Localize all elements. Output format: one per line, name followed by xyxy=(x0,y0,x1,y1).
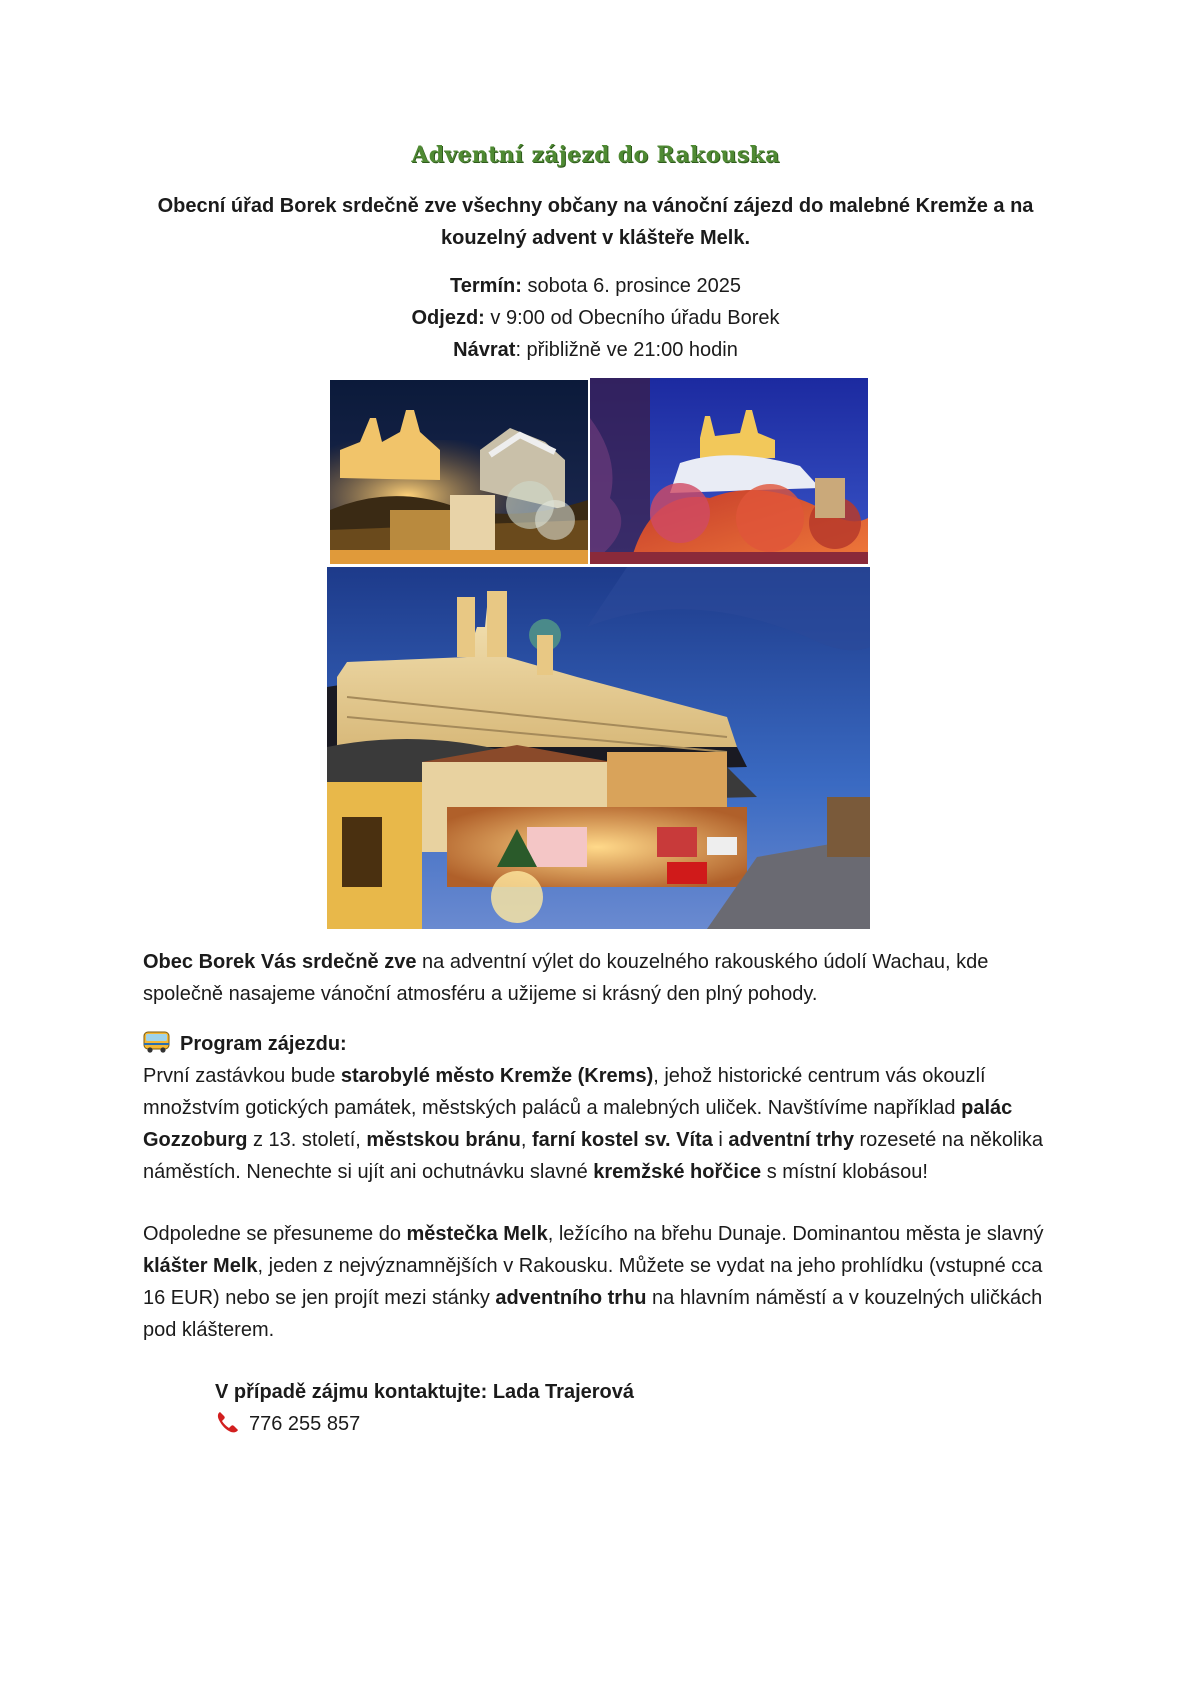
photo-melk-christmas-market xyxy=(327,567,870,929)
p1-run-1: starobylé město Kremže (Krems) xyxy=(340,1065,654,1087)
invitation-text: na adventní výlet do kouzelného rakouského údolí Wachau, kde společně nasajeme vánoční atmosféru a užijeme si krásný den plný pohody. xyxy=(143,951,989,1005)
p1-run-0: První zastávkou bude xyxy=(143,1065,341,1087)
p1-run-12: s místní klobásou! xyxy=(761,1161,928,1183)
date-value: sobota 6. prosince 2025 xyxy=(521,275,741,297)
trip-details xyxy=(0,270,1191,366)
intro-paragraph: Obecní úřad Borek srdečně zve všechny občany na vánoční zájezd do malebné Kremže a na kouzelný advent v klášteře Melk. xyxy=(157,195,1034,249)
departure-label: Odjezd: xyxy=(411,307,485,329)
program-paragraph-melk xyxy=(143,1218,1053,1346)
p1-run-10: rozeseté na několika náměstích. Nenechte si ujít ani ochutnávku slavné xyxy=(143,1129,1043,1183)
p1-run-7: farní kostel sv. Víta xyxy=(532,1129,713,1151)
program-heading-text: Program zájezdu: xyxy=(180,1033,347,1055)
p1-run-3: palác Gozzoburg xyxy=(143,1097,1013,1151)
p1-run-11: kremžské hořčice xyxy=(593,1161,762,1183)
p1-run-4: z 13. století, xyxy=(247,1129,367,1151)
phone-line xyxy=(215,1408,360,1440)
p1-run-5: městskou bránu xyxy=(366,1129,521,1151)
program-heading xyxy=(143,1028,347,1060)
phone-number: 776 255 857 xyxy=(249,1413,361,1435)
p2-run-3: klášter Melk xyxy=(143,1255,258,1277)
return-value: : přibližně ve 21:00 hodin xyxy=(515,339,738,361)
departure-value: v 9:00 od Obecního úřadu Borek xyxy=(484,307,780,329)
return-line xyxy=(0,334,1191,366)
p2-run-1: městečka Melk xyxy=(406,1223,548,1245)
photo-melk-illuminated-trees xyxy=(590,378,868,564)
date-label: Termín: xyxy=(450,275,522,297)
return-label: Návrat xyxy=(453,339,516,361)
contact-line: V případě zájmu kontaktujte: Lada Trajerová xyxy=(215,1381,635,1403)
date-line xyxy=(0,270,1191,302)
invitation-paragraph xyxy=(143,946,1053,1010)
p2-run-4: , jeden z nejvýznamnějších v Rakousku. Můžete se vydat na jeho prohlídku (vstupné cca 16 EUR) nebo se jen projít mezi stánky xyxy=(143,1255,1043,1309)
p2-run-0: Odpoledne se přesuneme do xyxy=(143,1223,407,1245)
phone-icon xyxy=(215,1409,241,1435)
invitation-bold: Obec Borek Vás srdečně zve xyxy=(143,951,417,973)
photo-melk-night-left xyxy=(330,380,588,564)
p1-run-6: , xyxy=(520,1129,532,1151)
p2-run-6: na hlavním náměstí a v kouzelných uličkách pod klášterem. xyxy=(143,1287,1043,1341)
departure-line xyxy=(0,302,1191,334)
bus-icon xyxy=(143,1030,170,1054)
p1-run-8: i xyxy=(712,1129,729,1151)
program-paragraph-krems xyxy=(143,1060,1053,1188)
p1-run-2: , jehož historické centrum vás okouzlí množstvím gotických památek, městských paláců a malebných uliček. Navštívíme například xyxy=(143,1065,986,1119)
p2-run-2: , ležícího na břehu Dunaje. Dominantou města je slavný xyxy=(547,1223,1044,1245)
p2-run-5: adventního trhu xyxy=(495,1287,647,1309)
document-title: Adventní zájezd do Rakouska xyxy=(411,142,780,168)
p1-run-9: adventní trhy xyxy=(728,1129,854,1151)
